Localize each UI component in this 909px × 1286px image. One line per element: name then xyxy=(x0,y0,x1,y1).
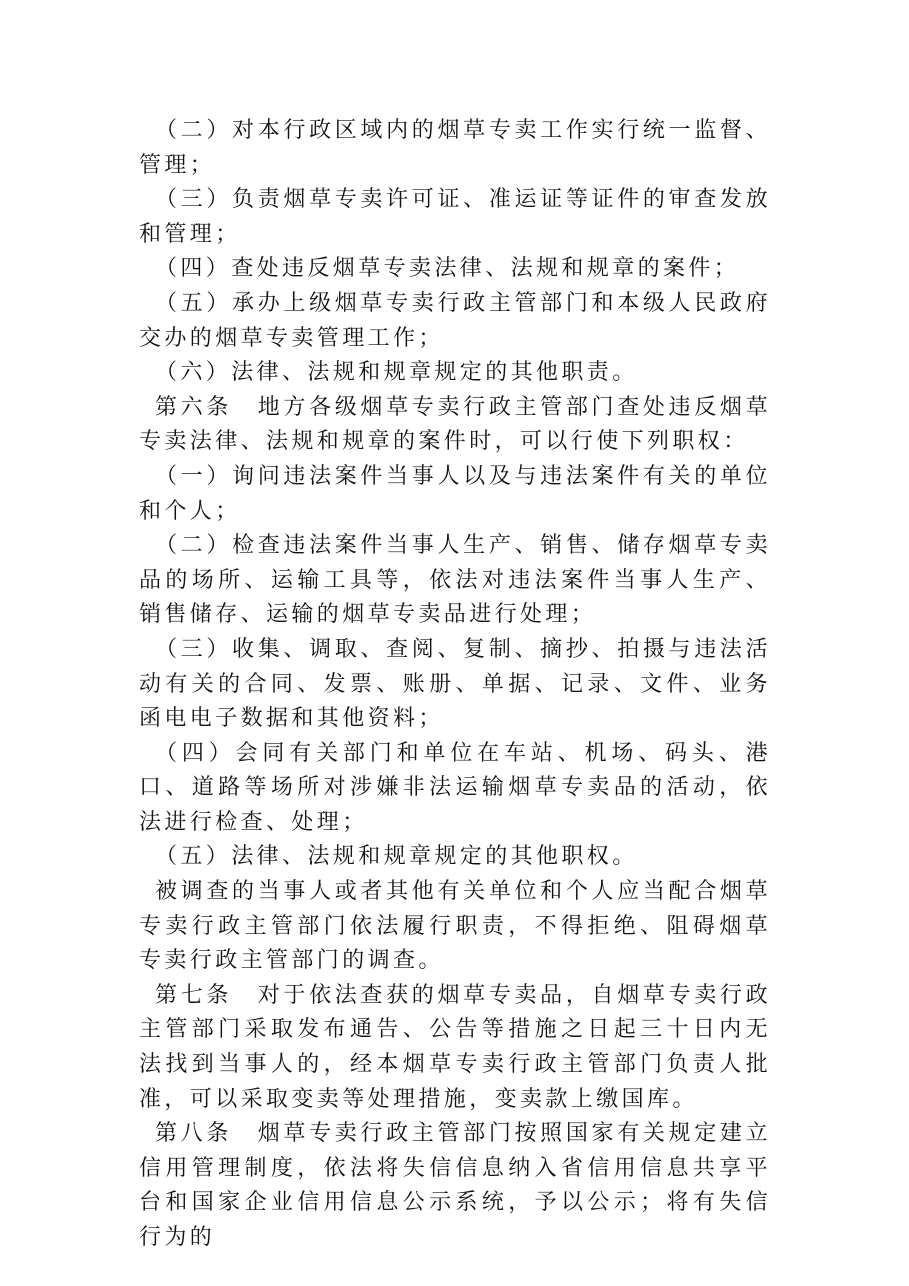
paragraph-power-5: （五）法律、法规和规章规定的其他职权。 xyxy=(155,844,638,870)
paragraph-item-4: （四）查处违反烟草专卖法律、法规和规章的案件； xyxy=(155,256,740,282)
paragraph-power-1: （一）询问违法案件当事人以及与违法案件有关的单位和个人； xyxy=(139,463,771,524)
paragraph-power-3: （三）收集、调取、查阅、复制、摘抄、拍摄与违法活动有关的合同、发票、账册、单据、记录、文件、业务函电电子数据和其他资料； xyxy=(139,636,771,732)
paragraph-power-4: （四）会同有关部门和单位在车站、机场、码头、港口、道路等场所对涉嫌非法运输烟草专卖品的活动，依法进行检查、处理； xyxy=(139,740,771,835)
document-body xyxy=(139,114,771,1256)
article-7: 第七条 对于依法查获的烟草专卖品，自烟草专卖行政主管部门采取发布通告、公告等措施之日起三十日内无法找到当事人的，经本烟草专卖行政主管部门负责人批准，可以采取变卖等处理措施，变卖款上缴国库。 xyxy=(139,982,771,1112)
paragraph-item-5: （五）承办上级烟草专卖行政主管部门和本级人民政府交办的烟草专卖管理工作； xyxy=(139,290,771,351)
paragraph-power-2: （二）检查违法案件当事人生产、销售、储存烟草专卖品的场所、运输工具等，依法对违法案件当事人生产、销售储存、运输的烟草专卖品进行处理； xyxy=(139,533,771,628)
article-6: 第六条 地方各级烟草专卖行政主管部门查处违反烟草专卖法律、法规和规章的案件时，可以行使下列职权： xyxy=(139,394,771,455)
article-8: 第八条 烟草专卖行政主管部门按照国家有关规定建立信用管理制度，依法将失信信息纳入省信用信息共享平台和国家企业信用信息公示系统，予以公示；将有失信行为的 xyxy=(139,1121,771,1250)
paragraph-item-6: （六）法律、法规和规章规定的其他职责。 xyxy=(155,360,638,386)
paragraph-item-2: （二）对本行政区域内的烟草专卖工作实行统一监督、管理； xyxy=(139,118,771,178)
paragraph-cooperation: 被调查的当事人或者其他有关单位和个人应当配合烟草专卖行政主管部门依法履行职责，不得拒绝、阻碍烟草专卖行政主管部门的调查。 xyxy=(139,879,771,974)
paragraph-item-3: （三）负责烟草专卖许可证、准运证等证件的审查发放和管理； xyxy=(139,187,771,247)
